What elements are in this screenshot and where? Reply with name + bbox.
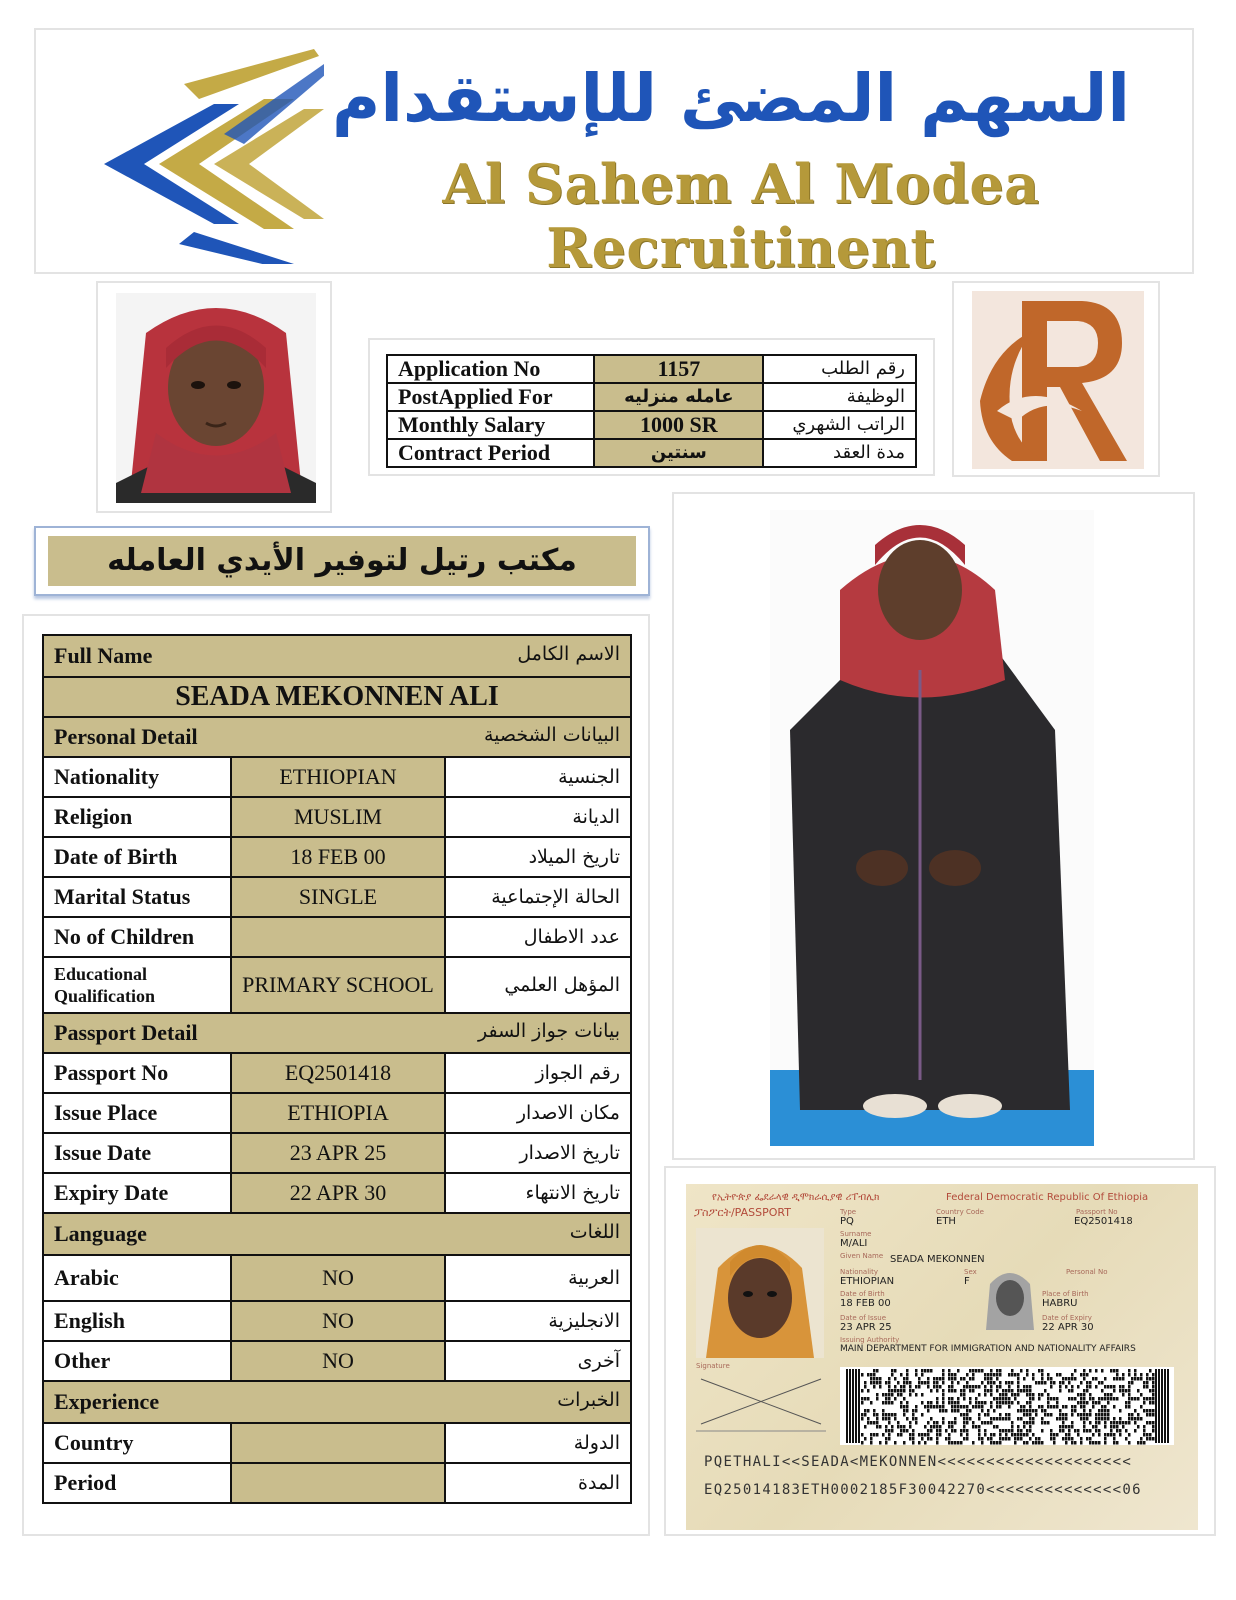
monthly-salary-label: Monthly Salary xyxy=(387,411,594,439)
english-label: English xyxy=(43,1301,231,1341)
doi-label: Date of Issue xyxy=(840,1314,887,1322)
passport-doc-type: ፓስፖርት/PASSPORT xyxy=(694,1206,791,1219)
passport-ghost-photo xyxy=(982,1264,1038,1330)
table-row xyxy=(43,1423,631,1463)
other-language-label-ar: آخرى xyxy=(445,1341,631,1381)
table-row xyxy=(43,635,631,677)
post-applied-label: PostApplied For xyxy=(387,383,594,411)
passport-barcode xyxy=(840,1367,1174,1445)
dob-value: 18 FEB 00 xyxy=(231,837,445,877)
type-value: PQ xyxy=(840,1216,854,1227)
education-label: Educational Qualification xyxy=(43,957,231,1013)
application-no-label: Application No xyxy=(387,355,594,383)
table-row xyxy=(43,677,631,717)
pob-value: HABRU xyxy=(1042,1298,1078,1309)
company-logo-icon xyxy=(64,44,324,264)
table-row xyxy=(387,383,916,411)
surname-label: Surname xyxy=(840,1230,872,1238)
marital-status-label-ar: الحالة الإجتماعية xyxy=(445,877,631,917)
dob-label: Date of Birth xyxy=(43,837,231,877)
table-row xyxy=(387,439,916,467)
table-row xyxy=(43,837,631,877)
issue-place-value: ETHIOPIA xyxy=(231,1093,445,1133)
arabic-label-ar: العربية xyxy=(445,1255,631,1301)
passport-detail-title: Passport Detail xyxy=(54,1020,198,1045)
country-label-ar: الدولة xyxy=(445,1423,631,1463)
dob-label-ar: تاريخ الميلاد xyxy=(445,837,631,877)
nationality-label: Nationality xyxy=(43,757,231,797)
english-value: NO xyxy=(231,1301,445,1341)
arabic-value: NO xyxy=(231,1255,445,1301)
authority-value: MAIN DEPARTMENT FOR IMMIGRATION AND NATIONALITY AFFAIRS xyxy=(840,1344,1136,1354)
pob-label: Place of Birth xyxy=(1042,1290,1089,1298)
education-value: PRIMARY SCHOOL xyxy=(231,957,445,1013)
monthly-salary-value: 1000 SR xyxy=(594,411,763,439)
dob-label: Date of Birth xyxy=(840,1290,885,1298)
cv-details-panel xyxy=(22,614,650,1536)
authority-label: Issuing Authority xyxy=(840,1336,900,1344)
table-row xyxy=(43,1301,631,1341)
table-row xyxy=(43,1341,631,1381)
marital-status-value: SINGLE xyxy=(231,877,445,917)
given-name-value: SEADA MEKONNEN xyxy=(890,1254,985,1265)
religion-value: MUSLIM xyxy=(231,797,445,837)
post-applied-label-ar: الوظيفة xyxy=(763,383,916,411)
full-name-label: Full Name xyxy=(54,643,153,668)
language-title: Language xyxy=(54,1221,147,1246)
office-logo xyxy=(952,281,1160,477)
other-language-value: NO xyxy=(231,1341,445,1381)
personal-detail-title-ar: البيانات الشخصية xyxy=(483,724,620,746)
mrz-line-2: EQ25014183ETH0002185F30042270<<<<<<<<<<<<<<06 xyxy=(704,1482,1142,1498)
personal-detail-header xyxy=(43,717,631,757)
company-name-english: Al Sahem Al Modea Recruitinent xyxy=(442,152,1040,280)
table-row xyxy=(43,1255,631,1301)
passport-scan xyxy=(664,1166,1216,1536)
country-label: Country xyxy=(43,1423,231,1463)
portrait-photo xyxy=(96,281,332,513)
period-value xyxy=(231,1463,445,1503)
passport-header-amharic: የኢትዮጵያ ፌደራላዊ ዲሞክራሲያዊ ሪፐብሊክ xyxy=(712,1192,880,1203)
cv-details-table xyxy=(42,634,632,1504)
barcode-pattern xyxy=(840,1367,1174,1445)
experience-title: Experience xyxy=(54,1389,160,1414)
table-row xyxy=(43,1013,631,1053)
table-row xyxy=(43,917,631,957)
passport-number-value: EQ2501418 xyxy=(1074,1216,1133,1227)
passport-header-english: Federal Democratic Republic Of Ethiopia xyxy=(946,1192,1149,1203)
full-body-photo xyxy=(672,492,1195,1160)
marital-status-label: Marital Status xyxy=(43,877,231,917)
table-row xyxy=(387,411,916,439)
table-row xyxy=(43,1093,631,1133)
table-row xyxy=(43,1381,631,1423)
full-name-label-ar: الاسم الكامل xyxy=(517,643,620,665)
arabic-label: Arabic xyxy=(43,1255,231,1301)
language-header xyxy=(43,1213,631,1255)
table-row xyxy=(43,1133,631,1173)
nationality-label-ar: الجنسية xyxy=(445,757,631,797)
sex-value: F xyxy=(964,1276,970,1287)
experience-title-ar: الخبرات xyxy=(557,1389,620,1411)
table-row xyxy=(43,757,631,797)
portrait-image xyxy=(116,293,316,503)
other-language-label: Other xyxy=(43,1341,231,1381)
passport-detail-title-ar: بيانات جواز السفر xyxy=(478,1020,620,1042)
office-name-banner xyxy=(34,526,650,596)
doi-value: 23 APR 25 xyxy=(840,1322,892,1333)
table-row xyxy=(43,1463,631,1503)
given-name-label: Given Name xyxy=(840,1252,884,1260)
issue-date-label-ar: تاريخ الاصدار xyxy=(445,1133,631,1173)
expiry-date-label: Expiry Date xyxy=(43,1173,231,1213)
religion-label: Religion xyxy=(43,797,231,837)
table-row xyxy=(387,355,916,383)
doe-label: Date of Expiry xyxy=(1042,1314,1092,1322)
experience-header xyxy=(43,1381,631,1423)
children-label-ar: عدد الاطفال xyxy=(445,917,631,957)
sex-label: Sex xyxy=(964,1268,977,1276)
type-label: Type xyxy=(840,1208,857,1216)
application-info-panel xyxy=(368,338,935,476)
table-row xyxy=(43,957,631,1013)
passport-no-label: Passport No xyxy=(43,1053,231,1093)
personal-detail-title: Personal Detail xyxy=(54,724,198,749)
application-table xyxy=(386,354,917,468)
period-label: Period xyxy=(43,1463,231,1503)
application-no-value: 1157 xyxy=(594,355,763,383)
passport-photo xyxy=(696,1228,824,1358)
expiry-date-value: 22 APR 30 xyxy=(231,1173,445,1213)
religion-label-ar: الديانة xyxy=(445,797,631,837)
contract-period-label: Contract Period xyxy=(387,439,594,467)
contract-period-value: سنتين xyxy=(594,439,763,467)
issue-date-value: 23 APR 25 xyxy=(231,1133,445,1173)
mrz-line-1: PQETHALI<<SEADA<MEKONNEN<<<<<<<<<<<<<<<<<<<< xyxy=(704,1454,1133,1470)
post-applied-value: عامله منزليه xyxy=(594,383,763,411)
table-row xyxy=(43,1173,631,1213)
period-label-ar: المدة xyxy=(445,1463,631,1503)
passport-page xyxy=(686,1184,1198,1530)
nationality-label: Nationality xyxy=(840,1268,879,1276)
education-label-ar: المؤهل العلمي xyxy=(445,957,631,1013)
expiry-date-label-ar: تاريخ الانتهاء xyxy=(445,1173,631,1213)
signature-label: Signature xyxy=(696,1362,730,1370)
country-code-label: Country Code xyxy=(936,1208,984,1216)
children-label: No of Children xyxy=(43,917,231,957)
country-value xyxy=(231,1423,445,1463)
issue-place-label: Issue Place xyxy=(43,1093,231,1133)
passport-number-label: Passport No xyxy=(1076,1208,1118,1216)
table-row xyxy=(43,1053,631,1093)
issue-date-label: Issue Date xyxy=(43,1133,231,1173)
language-title-ar: اللغات xyxy=(569,1221,620,1243)
application-no-label-ar: رقم الطلب xyxy=(763,355,916,383)
monthly-salary-label-ar: الراتب الشهري xyxy=(763,411,916,439)
table-row xyxy=(43,717,631,757)
signature-cross-icon xyxy=(696,1374,826,1432)
table-row xyxy=(43,797,631,837)
r-logo-icon xyxy=(972,291,1144,469)
contract-period-label-ar: مدة العقد xyxy=(763,439,916,467)
issue-place-label-ar: مكان الاصدار xyxy=(445,1093,631,1133)
full-name-value: SEADA MEKONNEN ALI xyxy=(43,677,631,717)
dob-value: 18 FEB 00 xyxy=(840,1298,891,1309)
company-name-arabic: السهم المضئ للإستقدام xyxy=(332,60,1130,137)
company-header xyxy=(34,28,1194,280)
personal-no-label: Personal No xyxy=(1066,1268,1108,1276)
nationality-value: ETHIOPIAN xyxy=(231,757,445,797)
passport-detail-header xyxy=(43,1013,631,1053)
doe-value: 22 APR 30 xyxy=(1042,1322,1094,1333)
english-label-ar: الانجليزية xyxy=(445,1301,631,1341)
nationality-value: ETHIOPIAN xyxy=(840,1276,895,1287)
country-code-value: ETH xyxy=(936,1216,956,1227)
office-name: مكتب رتيل لتوفير الأيدي العامله xyxy=(48,536,636,586)
full-body-image xyxy=(770,510,1094,1146)
table-row xyxy=(43,877,631,917)
passport-no-value: EQ2501418 xyxy=(231,1053,445,1093)
children-value xyxy=(231,917,445,957)
full-name-header xyxy=(43,635,631,677)
table-row xyxy=(43,1213,631,1255)
surname-value: M/ALI xyxy=(840,1238,868,1249)
passport-no-label-ar: رقم الجواز xyxy=(445,1053,631,1093)
